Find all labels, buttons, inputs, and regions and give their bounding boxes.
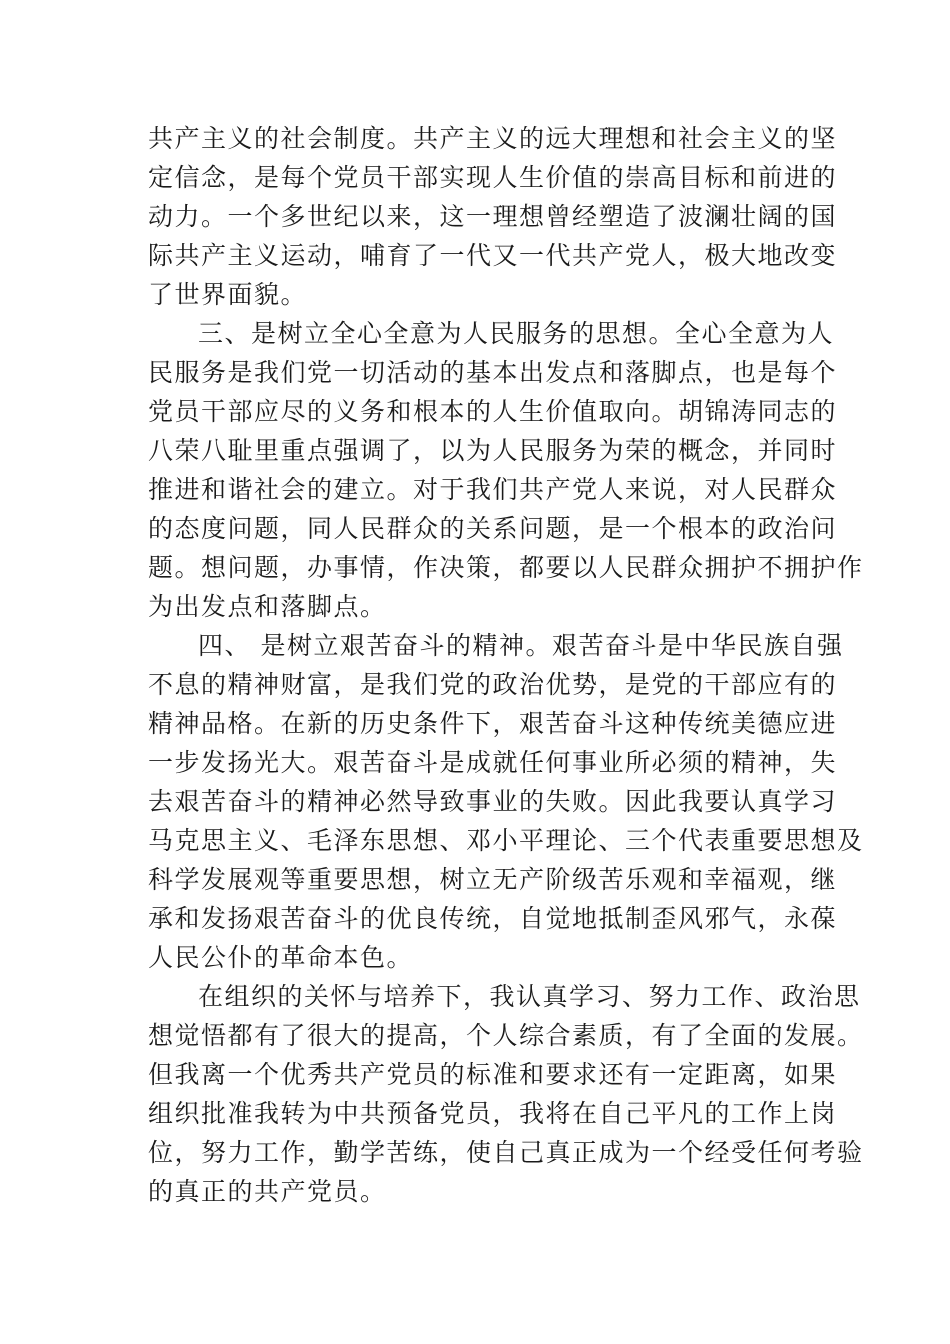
text-line: 的真正的共产党员。 [148,1177,387,1206]
text-line: 共产主义的社会制度。共产主义的远大理想和社会主义的坚 [148,124,838,153]
text-line: 位，努力工作，勤学苦练，使自己真正成为一个经受任何考验 [148,1138,864,1167]
text-line: 党员干部应尽的义务和根本的人生价值取向。胡锦涛同志的 [148,397,838,426]
text-line: 三、是树立全心全意为人民服务的思想。全心全意为人 [198,319,835,348]
document-body [148,119,864,1211]
text-line: 了世界面貌。 [148,280,308,309]
paragraph-4 [148,977,864,1211]
text-line: 推进和谐社会的建立。对于我们共产党人来说，对人民群众 [148,475,838,504]
text-line: 去艰苦奋斗的精神必然导致事业的失败。因此我要认真学习 [148,787,838,816]
paragraph-2 [148,314,864,626]
text-line: 定信念，是每个党员干部实现人生价值的崇高目标和前进的 [148,163,838,192]
paragraph-3 [148,626,864,977]
text-line: 在组织的关怀与培养下，我认真学习、努力工作、政治思 [198,982,861,1011]
text-line: 人民公仆的革命本色。 [148,943,414,972]
text-line: 精神品格。在新的历史条件下，艰苦奋斗这种传统美德应进 [148,709,838,738]
text-line: 组织批准我转为中共预备党员，我将在自己平凡的工作上岗 [148,1099,838,1128]
text-line: 承和发扬艰苦奋斗的优良传统，自觉地抵制歪风邪气，永葆 [148,904,838,933]
text-line: 民服务是我们党一切活动的基本出发点和落脚点，也是每个 [148,358,838,387]
text-line: 八荣八耻里重点强调了，以为人民服务为荣的概念，并同时 [148,436,838,465]
text-line: 为出发点和落脚点。 [148,592,387,621]
text-line: 不息的精神财富，是我们党的政治优势，是党的干部应有的 [148,670,838,699]
text-line: 的态度问题，同人民群众的关系问题，是一个根本的政治问 [148,514,838,543]
text-line: 想觉悟都有了很大的提高，个人综合素质，有了全面的发展。 [148,1021,864,1050]
text-line: 科学发展观等重要思想，树立无产阶级苦乐观和幸福观，继 [148,865,838,894]
text-line: 题。想问题，办事情，作决策，都要以人民群众拥护不拥护作 [148,553,864,582]
text-line: 但我离一个优秀共产党员的标准和要求还有一定距离，如果 [148,1060,838,1089]
text-line: 四、 是树立艰苦奋斗的精神。艰苦奋斗是中华民族自强 [198,631,844,660]
text-line: 动力。一个多世纪以来，这一理想曾经塑造了波澜壮阔的国 [148,202,838,231]
text-line: 马克思主义、毛泽东思想、邓小平理论、三个代表重要思想及 [148,826,864,855]
text-line: 一步发扬光大。艰苦奋斗是成就任何事业所必须的精神，失 [148,748,838,777]
paragraph-1 [148,119,838,314]
text-line: 际共产主义运动，哺育了一代又一代共产党人，极大地改变 [148,241,838,270]
